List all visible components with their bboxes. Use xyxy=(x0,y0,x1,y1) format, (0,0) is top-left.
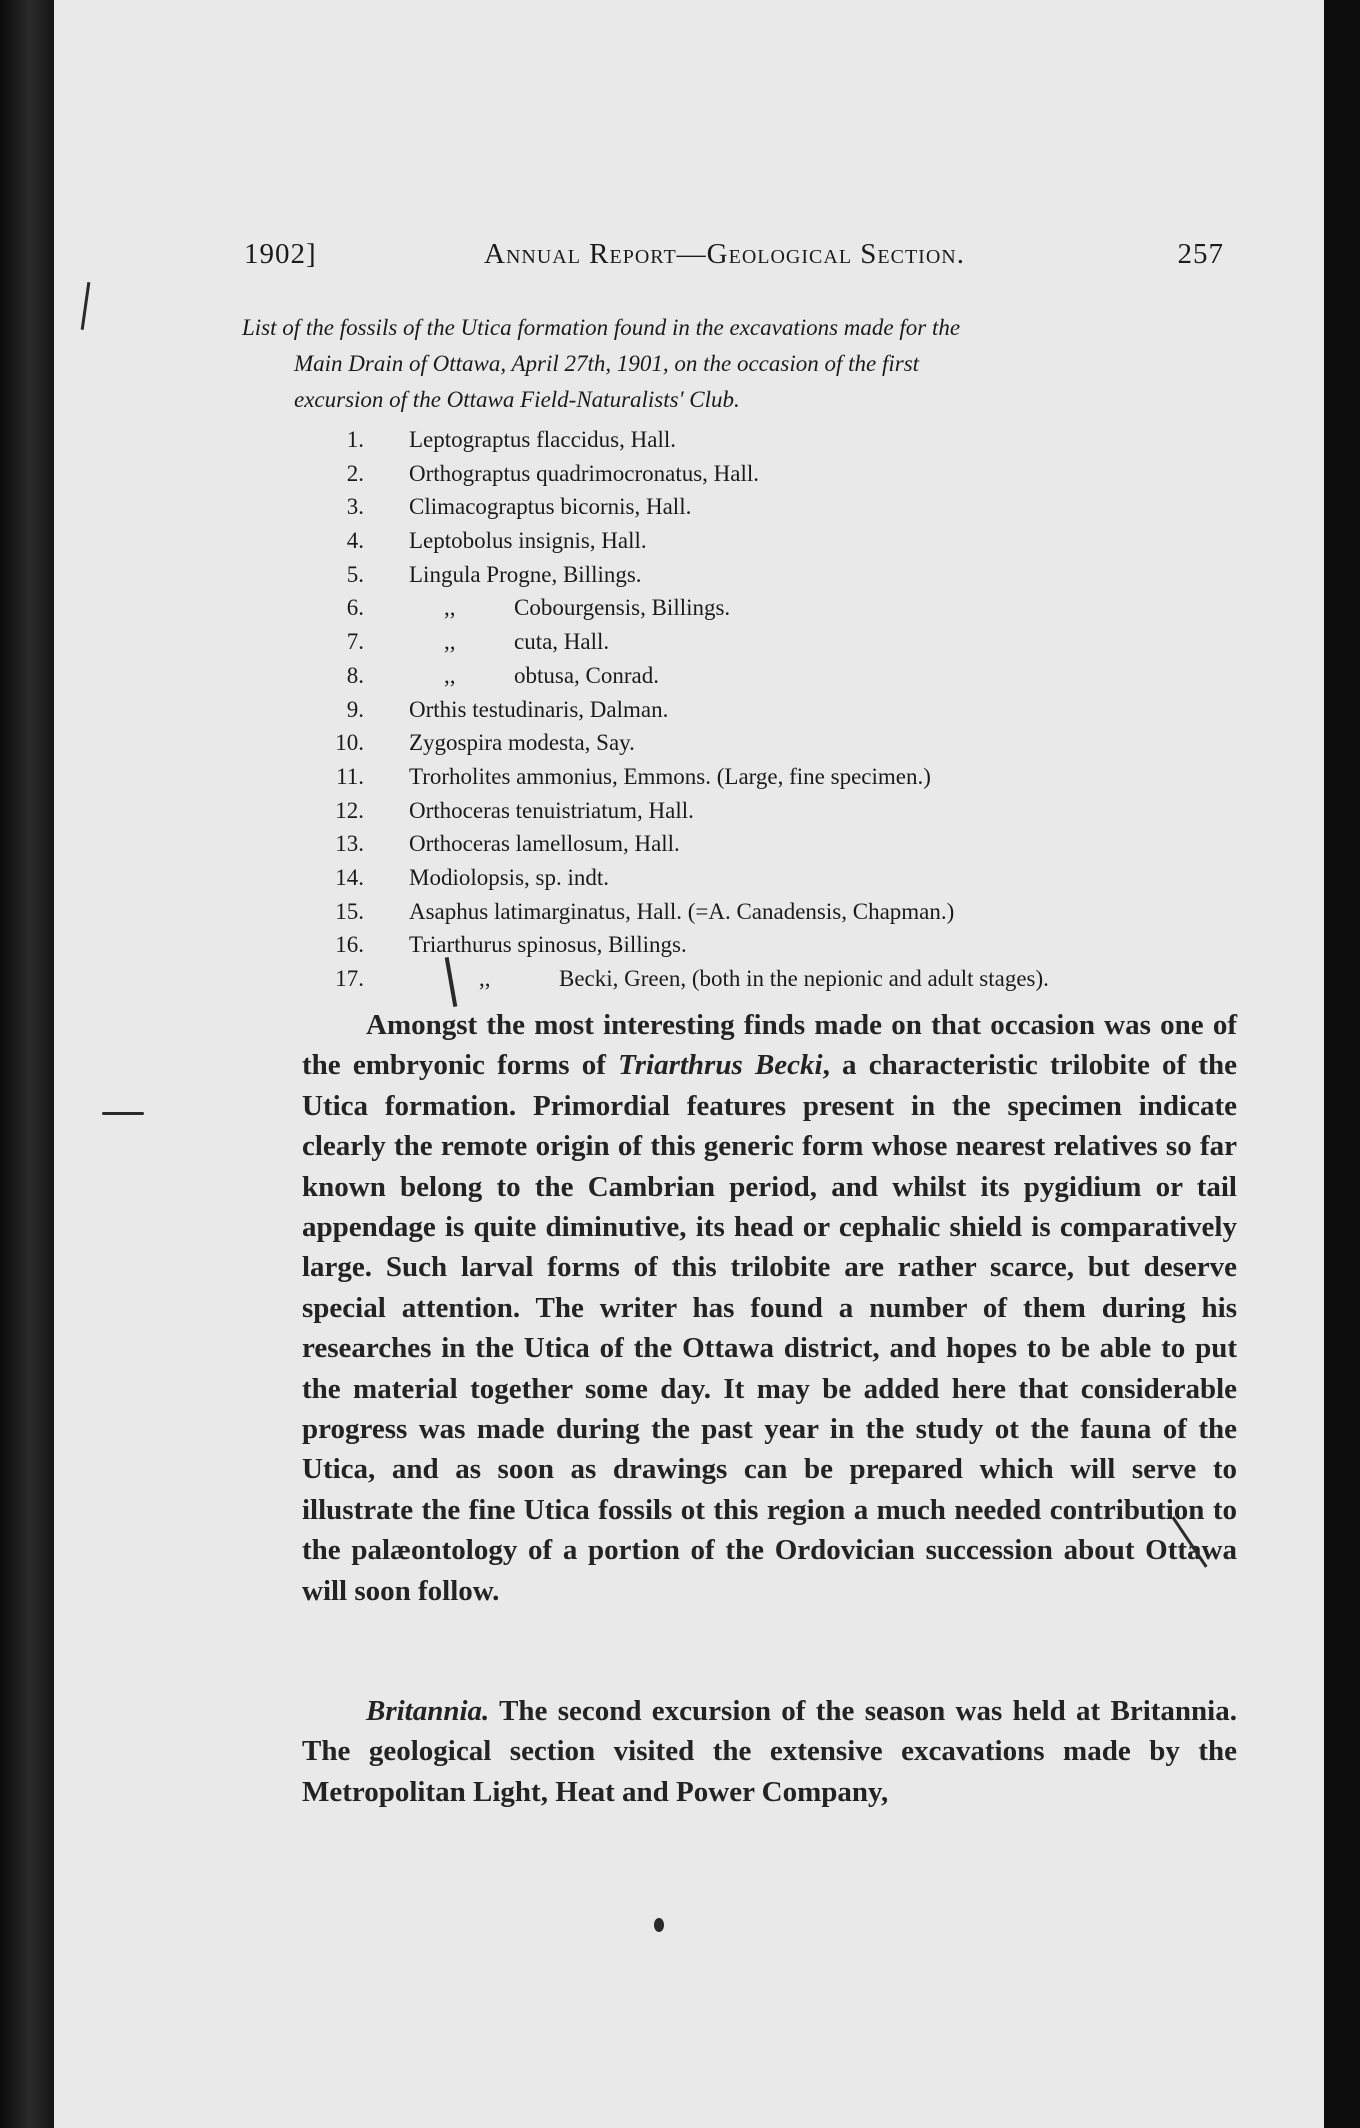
item-number: 6. xyxy=(346,595,364,621)
fossil-name: Modiolopsis, sp. indt. xyxy=(409,864,610,890)
book-spine xyxy=(0,0,54,2128)
header-year: 1902] xyxy=(244,238,317,270)
fossil-list xyxy=(294,423,1194,996)
ditto-mark: ,, xyxy=(444,595,456,621)
body-paragraph-2 xyxy=(302,1691,1237,1812)
ditto-mark: ,, xyxy=(444,629,456,655)
caption-line-2: Main Drain of Ottawa, April 27th, 1901, on the occasion of the first xyxy=(294,351,920,376)
fossil-name: Orthoceras tenuistriatum, Hall. xyxy=(409,797,694,823)
list-item xyxy=(294,490,1194,524)
speck xyxy=(654,1918,664,1932)
list-item xyxy=(294,423,1194,457)
list-item xyxy=(294,726,1194,760)
list-item xyxy=(294,794,1194,828)
paragraph-text: , a characteristic trilobite of the Utica formation. Primordial features present in the specimen indicate clearly the remote origin of this generic form whose nearest relatives so far known belong to the Cambrian period, and whilst its pygidium or tail appendage is quite diminutive, its head or cephalic shield is comparatively large. Such larval forms of this trilobite are rather scarce, but deserve special attention. The writer has found a number of them during his researches in the Utica of the Ottawa district, and hopes to be able to put the material together some day. It may be added here that considerable progress was made during the past year in the study ot the fauna of the Utica, and as soon as drawings can be prepared which will serve to illustrate the fine Utica fossils ot this region a much needed contribution to the palæontology of a portion of the Ordovician succession about Ottawa will soon follow. xyxy=(302,1049,1238,1607)
list-item xyxy=(294,861,1194,895)
list-item xyxy=(294,928,1194,962)
item-number: 9. xyxy=(346,696,364,722)
item-number: 5. xyxy=(346,561,364,587)
paragraph-text: The second excursion of the season was held at Britannia. The geological section visited the extensive excavations made by the Metropolitan Light, Heat and Power Company, xyxy=(302,1695,1237,1808)
fossil-name: Triarthurus spinosus, Billings. xyxy=(409,932,687,958)
pencil-mark xyxy=(81,282,91,330)
item-number: 16. xyxy=(335,932,364,958)
fossil-name: Leptograptus flaccidus, Hall. xyxy=(409,427,676,452)
item-number: 13. xyxy=(335,831,364,857)
paragraph-text: Amongst the most interesting finds made on that occasion was one of the embryonic forms of xyxy=(302,1009,1237,1082)
list-item xyxy=(294,659,1194,693)
item-number: 10. xyxy=(335,730,364,756)
list-caption xyxy=(242,310,1232,418)
header-title: Annual Report—Geological Section. xyxy=(484,238,965,270)
fossil-name: Becki, Green, (both in the nepionic and adult stages). xyxy=(559,966,1049,991)
scan-border xyxy=(1324,0,1360,2128)
list-item xyxy=(294,457,1194,491)
page-number: 257 xyxy=(1177,238,1224,270)
caption-line-3: excursion of the Ottawa Field-Naturalists' Club. xyxy=(294,387,740,412)
fossil-name: Climacograptus bicornis, Hall. xyxy=(409,494,692,520)
list-item xyxy=(294,895,1194,929)
item-number: 17. xyxy=(335,966,364,991)
item-number: 3. xyxy=(346,494,364,520)
fossil-name: Trorholites ammonius, Emmons. (Large, fine specimen.) xyxy=(409,763,931,789)
list-item xyxy=(294,558,1194,592)
page xyxy=(54,0,1324,2128)
pencil-mark xyxy=(102,1112,144,1115)
body-paragraph-1 xyxy=(302,1005,1237,1611)
section-heading: Britannia. xyxy=(366,1695,490,1727)
ditto-mark: ,, xyxy=(479,966,491,991)
list-item xyxy=(294,625,1194,659)
fossil-name: Cobourgensis, Billings. xyxy=(514,595,731,621)
item-number: 8. xyxy=(346,662,364,688)
item-number: 14. xyxy=(335,864,364,890)
ditto-mark: ,, xyxy=(444,662,456,688)
fossil-name: Lingula Progne, Billings. xyxy=(409,561,642,587)
species-name: Triarthrus Becki xyxy=(618,1049,823,1082)
fossil-name: Orthoceras lamellosum, Hall. xyxy=(409,831,680,857)
fossil-name: Asaphus latimarginatus, Hall. (=A. Canadensis, Chapman.) xyxy=(409,898,955,924)
list-item xyxy=(294,760,1194,794)
item-number: 12. xyxy=(335,797,364,823)
list-item xyxy=(294,962,1194,996)
fossil-name: obtusa, Conrad. xyxy=(514,662,660,688)
list-item xyxy=(294,524,1194,558)
item-number: 2. xyxy=(346,460,364,486)
fossil-name: Leptobolus insignis, Hall. xyxy=(409,528,647,554)
item-number: 1. xyxy=(346,427,364,452)
fossil-name: Orthis testudinaris, Dalman. xyxy=(409,696,669,722)
fossil-name: Zygospira modesta, Say. xyxy=(409,730,635,756)
running-head xyxy=(244,238,1224,278)
caption-line-1: List of the fossils of the Utica formation found in the excavations made for the xyxy=(242,315,961,340)
fossil-name: Orthograptus quadrimocronatus, Hall. xyxy=(409,460,760,486)
list-item xyxy=(294,827,1194,861)
item-number: 15. xyxy=(335,898,364,924)
item-number: 11. xyxy=(336,763,364,789)
item-number: 4. xyxy=(346,528,364,554)
list-item xyxy=(294,693,1194,727)
list-item xyxy=(294,591,1194,625)
fossil-name: cuta, Hall. xyxy=(514,629,610,655)
item-number: 7. xyxy=(346,629,364,655)
